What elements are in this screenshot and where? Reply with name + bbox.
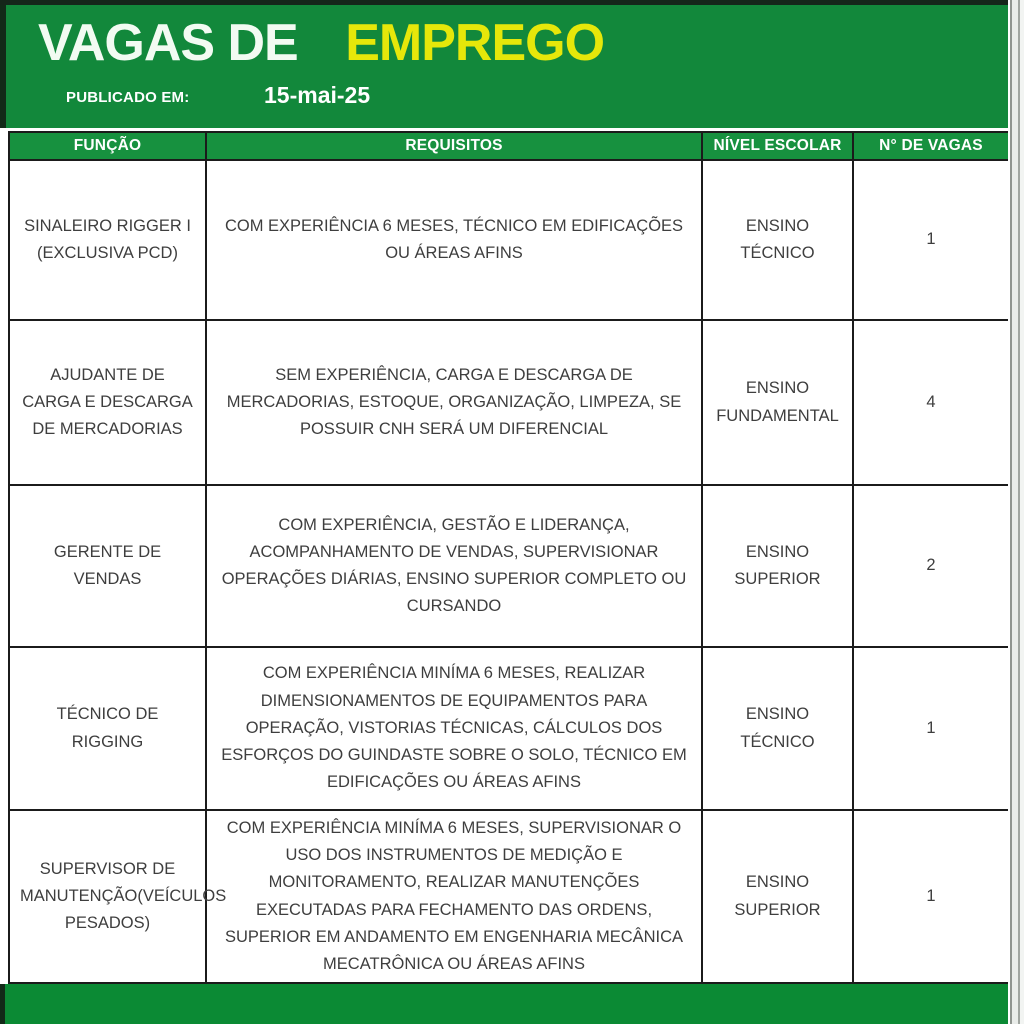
cell-funcao: GERENTE DE VENDAS bbox=[9, 485, 206, 647]
cell-funcao: SINALEIRO RIGGER I (EXCLUSIVA PCD) bbox=[9, 160, 206, 320]
table-row bbox=[9, 320, 1009, 485]
cell-numero-vagas: 1 bbox=[853, 647, 1009, 810]
published-date: 15-mai-25 bbox=[264, 82, 371, 108]
table-row bbox=[9, 485, 1009, 647]
title-vagas-de: VAGAS DE bbox=[38, 14, 298, 72]
table-row bbox=[9, 810, 1009, 983]
cell-requisitos: COM EXPERIÊNCIA MINÍMA 6 MESES, REALIZAR DIMENSIONAMENTOS DE EQUIPAMENTOS PARA OPERAÇÃO, VISTORIAS TÉCNICAS, CÁLCULOS DOS ESFORÇOS DO GUINDASTE SOBRE O SOLO, TÉCNICO EM EDIFICAÇÕES OU ÁREAS AFINS bbox=[206, 647, 702, 810]
column-header-numero-vagas: N° DE VAGAS bbox=[853, 132, 1009, 160]
footer-bar bbox=[0, 984, 1008, 1024]
cell-requisitos: COM EXPERIÊNCIA MINÍMA 6 MESES, SUPERVISIONAR O USO DOS INSTRUMENTOS DE MEDIÇÃO E MONITORAMENTO, REALIZAR MANUTENÇÕES EXECUTADAS PARA FECHAMENTO DAS ORDENS, SUPERIOR EM ANDAMENTO EM ENGENHARIA MECÂNICA MECATRÔNICA OU ÁREAS AFINS bbox=[206, 810, 702, 983]
cell-numero-vagas: 4 bbox=[853, 320, 1009, 485]
cell-funcao: AJUDANTE DE CARGA E DESCARGA DE MERCADORIAS bbox=[9, 320, 206, 485]
cell-funcao: SUPERVISOR DE MANUTENÇÃO(VEÍCULOS PESADOS) bbox=[9, 810, 206, 983]
column-header-nivel-escolar: NÍVEL ESCOLAR bbox=[702, 132, 853, 160]
cell-requisitos: COM EXPERIÊNCIA, GESTÃO E LIDERANÇA, ACOMPANHAMENTO DE VENDAS, SUPERVISIONAR OPERAÇÕES DIÁRIAS, ENSINO SUPERIOR COMPLETO OU CURSANDO bbox=[206, 485, 702, 647]
table-row bbox=[9, 647, 1009, 810]
cell-nivel-escolar: ENSINO FUNDAMENTAL bbox=[702, 320, 853, 485]
column-header-funcao: FUNÇÃO bbox=[9, 132, 206, 160]
cell-numero-vagas: 1 bbox=[853, 810, 1009, 983]
page-edge-strip bbox=[1008, 0, 1024, 1024]
cell-nivel-escolar: ENSINO TÉCNICO bbox=[702, 160, 853, 320]
table-row bbox=[9, 160, 1009, 320]
cell-numero-vagas: 1 bbox=[853, 160, 1009, 320]
header-banner bbox=[0, 5, 1008, 128]
column-header-requisitos: REQUISITOS bbox=[206, 132, 702, 160]
header-row bbox=[9, 132, 1009, 160]
cell-requisitos: COM EXPERIÊNCIA 6 MESES, TÉCNICO EM EDIFICAÇÕES OU ÁREAS AFINS bbox=[206, 160, 702, 320]
cell-numero-vagas: 2 bbox=[853, 485, 1009, 647]
cell-nivel-escolar: ENSINO SUPERIOR bbox=[702, 485, 853, 647]
cell-nivel-escolar: ENSINO TÉCNICO bbox=[702, 647, 853, 810]
title-emprego: EMPREGO bbox=[345, 14, 605, 72]
cell-nivel-escolar: ENSINO SUPERIOR bbox=[702, 810, 853, 983]
cell-funcao: TÉCNICO DE RIGGING bbox=[9, 647, 206, 810]
published-label: PUBLICADO EM: bbox=[66, 89, 190, 106]
cell-requisitos: SEM EXPERIÊNCIA, CARGA E DESCARGA DE MERCADORIAS, ESTOQUE, ORGANIZAÇÃO, LIMPEZA, SE POSSUIR CNH SERÁ UM DIFERENCIAL bbox=[206, 320, 702, 485]
jobs-table-body bbox=[9, 160, 1009, 983]
jobs-table-header bbox=[9, 132, 1009, 160]
page-title bbox=[38, 13, 604, 73]
jobs-table bbox=[8, 131, 1010, 984]
